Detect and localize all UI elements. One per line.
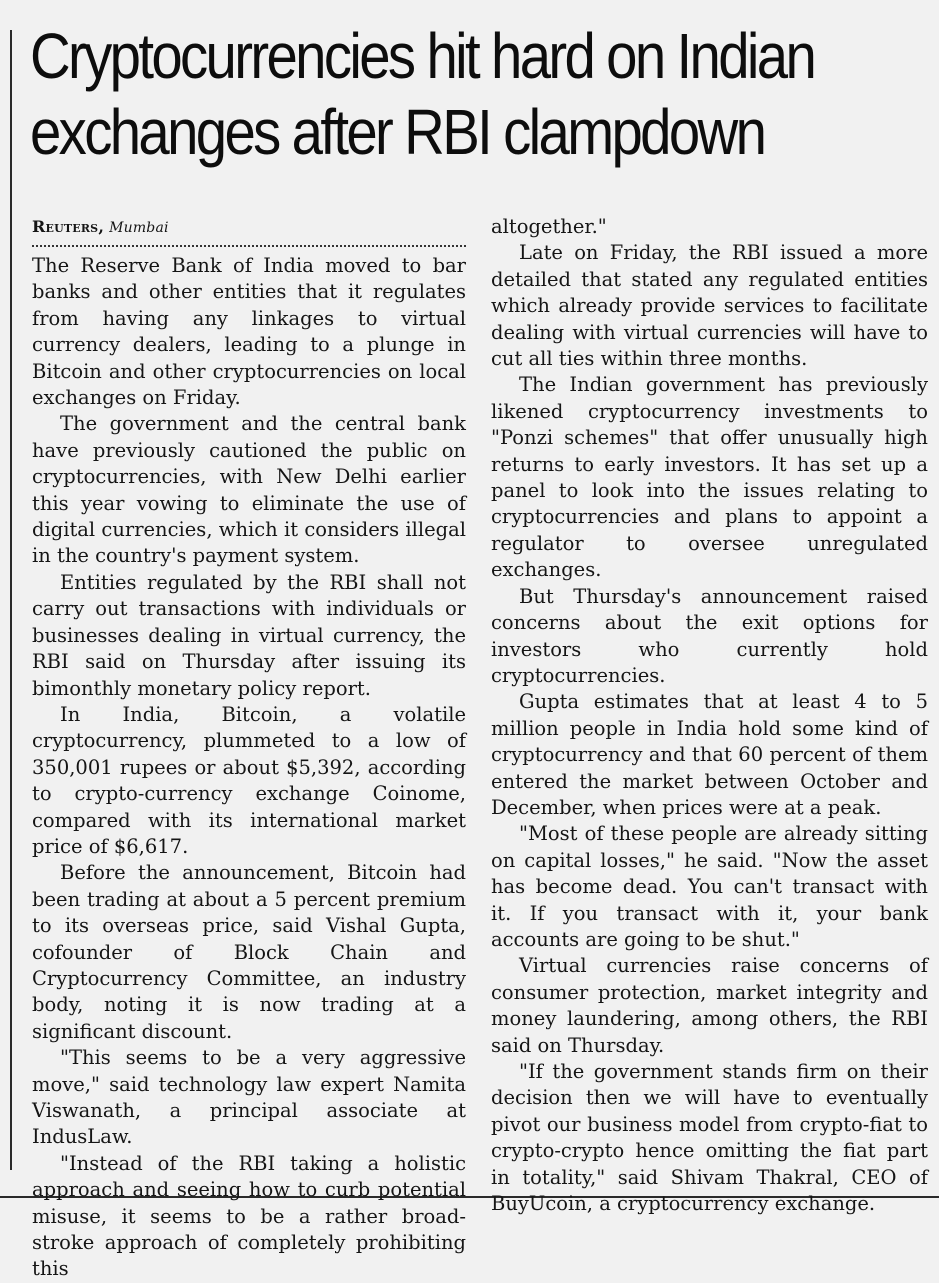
left-column <box>32 216 466 1283</box>
paragraph-continued: altogether." <box>491 215 607 238</box>
paragraph: "This seems to be a very aggressive move," said technology law expert Namita Viswanath, a principal associate at IndusLaw. <box>32 1046 466 1149</box>
paragraph: The government and the central bank have previously cautioned the public on cryptocurrencies, with New Delhi earlier this year vowing to eliminate the use of digital currencies, which it considers illegal in the country's payment system. <box>32 412 466 568</box>
paragraph: Entities regulated by the RBI shall not carry out transactions with individuals or businesses dealing in virtual currency, the RBI said on Thursday after issuing its bimonthly monetary policy report. <box>32 570 466 700</box>
byline-dotted-rule <box>32 245 466 247</box>
paragraph: In India, Bitcoin, a volatile cryptocurrency, plummeted to a low of 350,001 rupees or about $5,392, according to crypto-currency exchange Coinome, compared with its international market price of $6,617. <box>32 702 466 858</box>
headline-line-1: Cryptocurrencies hit hard on Indian <box>30 20 815 92</box>
left-column-rule <box>10 30 12 1170</box>
paragraph: The Indian government has previously likened cryptocurrency investments to "Ponzi schemes" that offer unusually high returns to early investors. It has set up a panel to look into the issues relating to cryptocurrencies and plans to appoint a regulator to oversee unregulated exchanges. <box>491 373 928 582</box>
paragraph: Gupta estimates that at least 4 to 5 million people in India hold some kind of cryptocurrency and that 60 percent of them entered the market between October and December, when prices were at a peak. <box>491 690 928 819</box>
paragraph: "Most of these people are already sitting on capital losses," he said. "Now the asset has become dead. You can't transact with it. If you transact with it, your bank accounts are going to be shut." <box>491 822 928 951</box>
paragraph: But Thursday's announcement raised concerns about the exit options for investors who currently hold cryptocurrencies. <box>491 584 928 687</box>
headline <box>30 18 822 170</box>
headline-line-2: exchanges after RBI clampdown <box>30 96 765 168</box>
right-column <box>491 214 928 1217</box>
paragraph: Virtual currencies raise concerns of consumer protection, market integrity and money laundering, among others, the RBI said on Thursday. <box>491 954 928 1057</box>
paragraph: "Instead of the RBI taking a holistic approach and seeing how to curb potential misuse, it seems to be a rather broad-stroke approach of completely prohibiting this <box>32 1151 466 1281</box>
paragraph-lead: The Reserve Bank of India moved to bar banks and other entities that it regulates from having any linkages to virtual currency dealers, leading to a plunge in Bitcoin and other cryptocurrencies on local exchanges on Friday. <box>32 254 466 410</box>
paragraph: Late on Friday, the RBI issued a more detailed that stated any regulated entities which already provide services to facilitate dealing with virtual currencies will have to cut all ties within three months. <box>491 241 928 371</box>
byline-agency: Reuters, <box>32 217 105 236</box>
paragraph: "If the government stands firm on their decision then we will have to eventually pivot our business model from crypto-fiat to crypto-crypto hence omitting the fiat part in totality," said Shivam Thakral, CEO of BuyUcoin, a cryptocurrency exchange. <box>491 1060 928 1216</box>
byline <box>32 216 466 239</box>
byline-city: Mumbai <box>109 220 169 236</box>
paragraph: Before the announcement, Bitcoin had been trading at about a 5 percent premium to its overseas price, said Vishal Gupta, cofounder of Block Chain and Cryptocurrency Committee, an industry body, noting it is now trading at a significant discount. <box>32 861 466 1043</box>
